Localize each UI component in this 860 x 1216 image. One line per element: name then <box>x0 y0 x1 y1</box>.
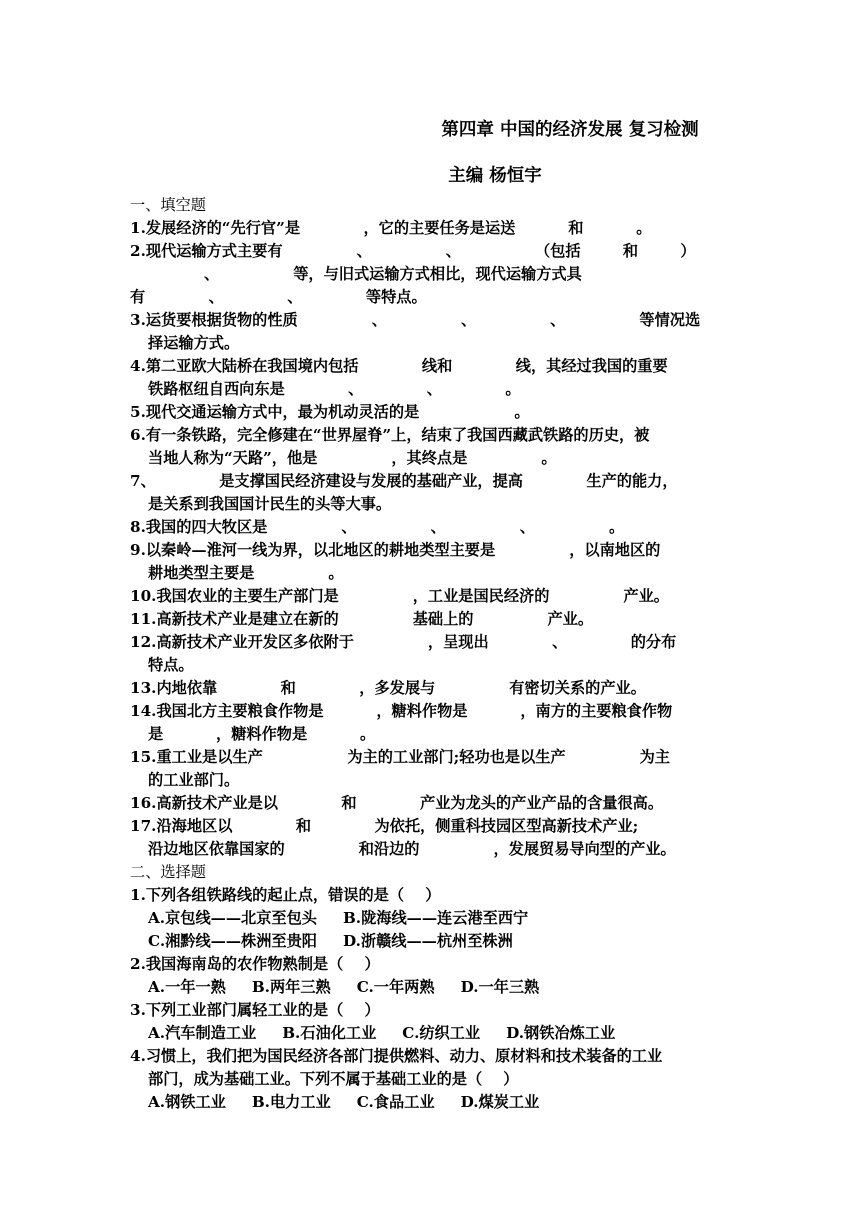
question-text: 是支撑国民经济建设与发展的基础产业，提高 生产的能力， <box>155 472 678 490</box>
fill-blank-line <box>148 769 732 792</box>
question-text: 沿海地区以 和 为依托，侧重科技园区型高新技术产业; <box>156 817 639 835</box>
answer-option: D.一年三熟 <box>460 978 540 996</box>
fill-blank-line <box>148 723 732 746</box>
fill-blank-line <box>130 631 732 654</box>
question-number: 8. <box>130 518 146 536</box>
choice-question <box>130 999 732 1022</box>
answer-option: C.湘黔线——株洲至贵阳 <box>148 932 317 950</box>
question-number: 17. <box>130 817 157 835</box>
question-text: 我国的四大牧区是 、 、 、 。 <box>145 518 625 536</box>
option-row <box>148 976 732 999</box>
question-text: 第二亚欧大陆桥在我国境内包括 线和 线，其经过我国的重要 <box>145 357 668 375</box>
fill-blank-line <box>130 217 732 240</box>
question-text: 4.习惯上，我们把为国民经济各部门提供燃料、动力、原材料和技术装备的工业 <box>130 1047 663 1065</box>
question-text: 的工业部门。 <box>148 771 240 789</box>
question-number: 4. <box>130 357 146 375</box>
option-row <box>148 930 732 953</box>
question-text: 以秦岭—淮河一线为界，以北地区的耕地类型主要是 ，以南地区的 <box>145 541 661 559</box>
fill-blank-line <box>148 493 732 516</box>
answer-option: A.京包线——北京至包头 <box>148 909 317 927</box>
question-text: 特点。 <box>148 656 194 674</box>
option-row <box>148 907 732 930</box>
question-number: 2. <box>130 242 146 260</box>
question-number: 14. <box>130 702 157 720</box>
question-text: 当地人称为“天路”，他是 ，其终点是 。 <box>148 449 557 467</box>
answer-option: C.一年两熟 <box>356 978 435 996</box>
question-text: 高新技术产业开发区多依附于 ，呈现出 、 的分布 <box>156 633 677 651</box>
question-number: 6. <box>130 426 146 444</box>
fill-blank-line <box>130 286 732 309</box>
question-text: 铁路枢纽自西向东是 、 、 。 <box>148 380 521 398</box>
question-number: 15. <box>130 748 157 766</box>
fill-blank-line <box>130 815 732 838</box>
fill-blank-line <box>148 332 732 355</box>
fill-blank-line <box>130 539 732 562</box>
fill-blank-line <box>148 838 732 861</box>
fill-blank-line <box>130 677 732 700</box>
question-text: 1.下列各组铁路线的起止点，错误的是（ ） <box>130 886 441 904</box>
question-text: 是 ，糖料作物是 。 <box>148 725 376 743</box>
fill-blank-line <box>130 424 732 447</box>
question-number: 5. <box>130 403 146 421</box>
answer-option: B.陇海线——连云港至西宁 <box>342 909 529 927</box>
question-text: 有 、 、 等特点。 <box>130 288 427 306</box>
fill-blank-line <box>130 746 732 769</box>
fill-blank-line <box>148 562 732 585</box>
question-text: 高新技术产业是以 和 产业为龙头的产业产品的含量很高。 <box>156 794 664 812</box>
question-number: 3. <box>130 311 146 329</box>
fill-blank-line <box>148 654 732 677</box>
fill-blank-line <box>130 585 732 608</box>
question-text: 沿边地区依靠国家的 和沿边的 ，发展贸易导向型的产业。 <box>148 840 676 858</box>
fill-blank-line <box>148 447 732 470</box>
answer-option: A.一年一熟 <box>148 978 226 996</box>
question-text: 择运输方式。 <box>148 334 240 352</box>
answer-option: B.电力工业 <box>251 1093 331 1111</box>
question-text: 内地依靠 和 ，多发展与 有密切关系的产业。 <box>156 679 646 697</box>
choice-question <box>130 1045 732 1068</box>
choice-question-cont <box>148 1068 732 1091</box>
question-text: 运货要根据货物的性质 、 、 、 等情况选 <box>145 311 701 329</box>
question-text: 现代交通运输方式中，最为机动灵活的是 。 <box>145 403 530 421</box>
answer-option: D.煤炭工业 <box>460 1093 540 1111</box>
fill-blank-line <box>130 263 732 286</box>
question-number: 7、 <box>130 472 156 490</box>
question-text: 部门，成为基础工业。下列不属于基础工业的是（ ） <box>148 1070 519 1088</box>
choice-question <box>130 953 732 976</box>
question-text: 有一条铁路，完全修建在“世界屋脊”上，结束了我国西藏武铁路的历史，被 <box>145 426 650 444</box>
fill-blank-line <box>148 378 732 401</box>
option-row <box>148 1091 732 1114</box>
answer-option: A.汽车制造工业 <box>148 1024 257 1042</box>
answer-option: B.两年三熟 <box>251 978 331 996</box>
question-text: 、 等，与旧式运输方式相比，现代运输方式具 <box>130 265 582 283</box>
fill-blank-line <box>130 401 732 424</box>
fill-blank-line <box>130 608 732 631</box>
question-text: 现代运输方式主要有 、 、 （包括 和 ） <box>145 242 696 260</box>
section-heading: 一、填空题 <box>130 196 206 214</box>
question-text: 发展经济的“先行官”是 ，它的主要任务是运送 和 。 <box>145 219 652 237</box>
question-text: 重工业是以生产 为主的工业部门;轻功也是以生产 为主 <box>156 748 670 766</box>
page-title: 第四章 中国的经济发展 复习检测 <box>441 120 699 140</box>
question-text: 耕地类型主要是 。 <box>148 564 344 582</box>
question-text: 高新技术产业是建立在新的 基础上的 产业。 <box>156 610 594 628</box>
answer-option: D.浙赣线——杭州至株洲 <box>342 932 513 950</box>
option-row <box>148 1022 732 1045</box>
fill-blank-line <box>130 792 732 815</box>
question-text: 2.我国海南岛的农作物熟制是（ ） <box>130 955 380 973</box>
fill-blank-line <box>130 309 732 332</box>
question-number: 10. <box>130 587 157 605</box>
answer-option: C.纺织工业 <box>402 1024 481 1042</box>
question-number: 13. <box>130 679 157 697</box>
question-text: 我国农业的主要生产部门是 ，工业是国民经济的 产业。 <box>156 587 669 605</box>
fill-blank-line <box>130 700 732 723</box>
answer-option: B.石油化工业 <box>282 1024 377 1042</box>
fill-blank-line <box>130 240 732 263</box>
question-number: 9. <box>130 541 146 559</box>
question-number: 1. <box>130 219 146 237</box>
question-number: 12. <box>130 633 157 651</box>
answer-option: D.钢铁冶炼工业 <box>506 1024 616 1042</box>
section-heading: 二、选择题 <box>130 863 206 881</box>
question-text: 我国北方主要粮食作物是 ，糖料作物是 ，南方的主要粮食作物 <box>156 702 673 720</box>
editor-line: 主编 杨恒宇 <box>448 166 542 186</box>
question-text: 是关系到我国国计民生的头等大事。 <box>148 495 391 513</box>
fill-blank-line <box>130 470 732 493</box>
answer-option: A.钢铁工业 <box>148 1093 226 1111</box>
choice-question <box>130 884 732 907</box>
question-number: 11. <box>130 610 157 628</box>
fill-blank-line <box>130 355 732 378</box>
question-number: 16. <box>130 794 157 812</box>
answer-option: C.食品工业 <box>356 1093 435 1111</box>
fill-blank-line <box>130 516 732 539</box>
question-text: 3.下列工业部门属轻工业的是（ ） <box>130 1001 380 1019</box>
